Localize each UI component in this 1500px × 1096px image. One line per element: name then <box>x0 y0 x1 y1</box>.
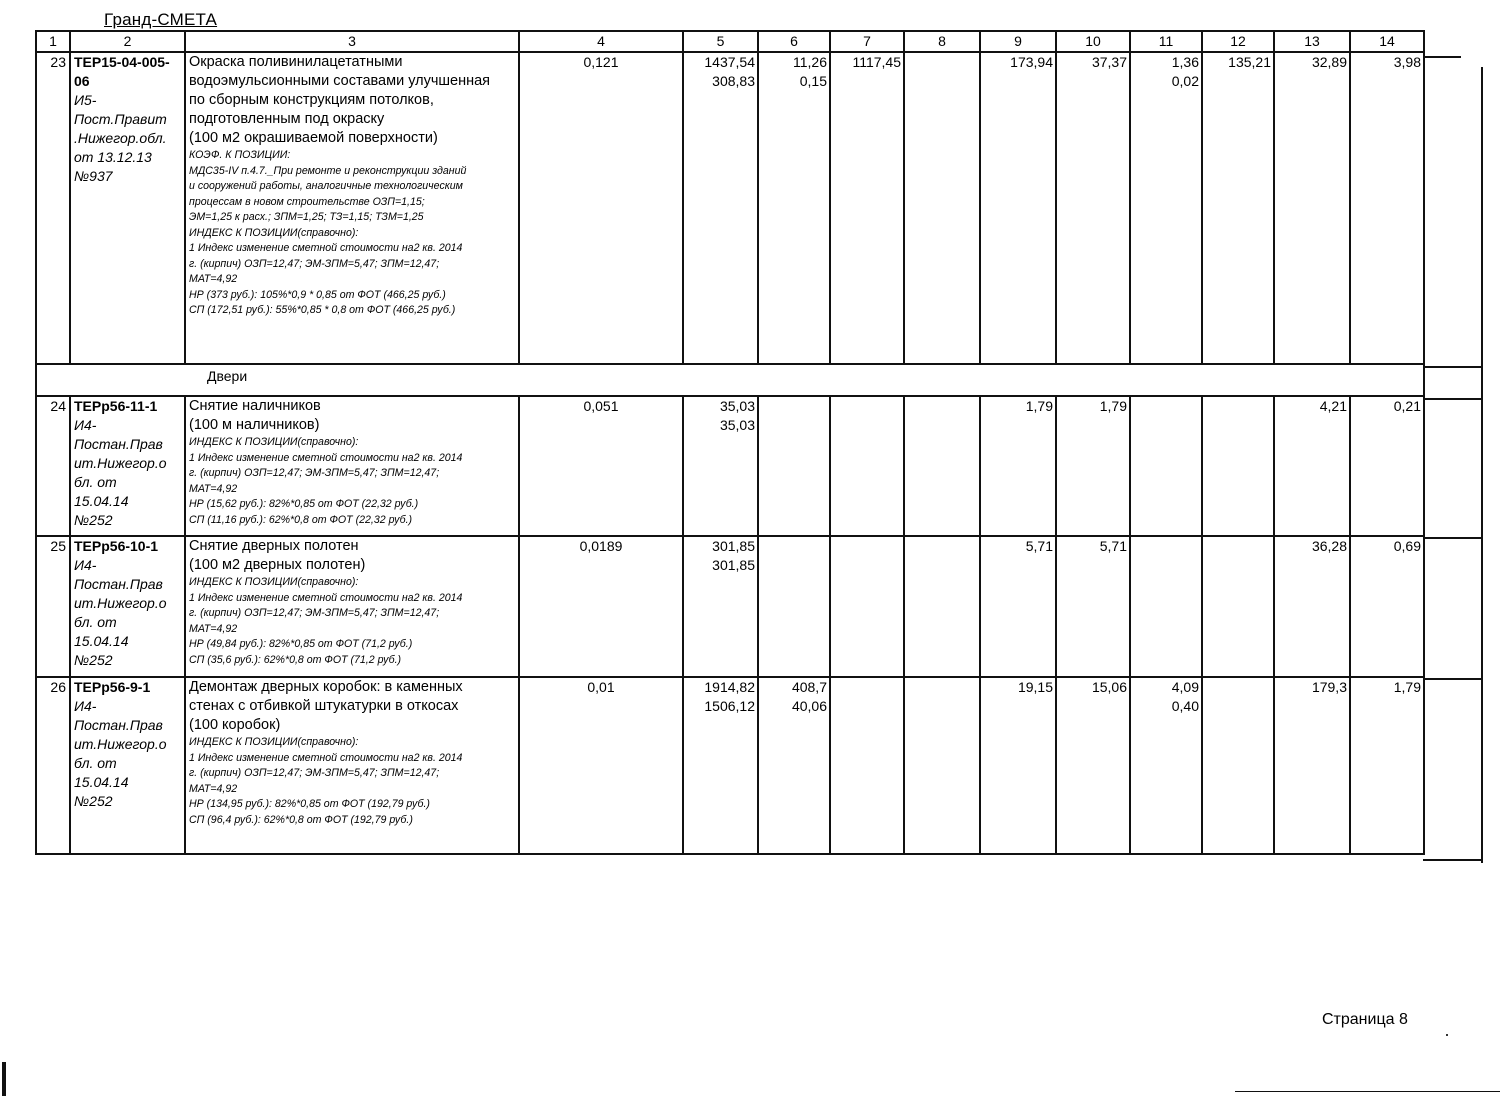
note-line: ИНДЕКС К ПОЗИЦИИ(справочно): <box>189 736 359 748</box>
c10-cell: 1,79 <box>1056 396 1130 536</box>
column-header: 4 <box>519 31 683 52</box>
source-line: 15.04.14 <box>74 493 129 509</box>
source-line: от 13.12.13 <box>74 149 152 165</box>
c5-cell <box>683 677 758 854</box>
c6-value: 40,06 <box>791 698 827 714</box>
note-line: 1 Индекс изменение сметной стоимости на2 кв. 2014 <box>189 451 463 464</box>
c11-cell <box>1130 536 1202 677</box>
description-cell <box>185 396 519 536</box>
section-row <box>36 364 1424 396</box>
source-line: бл. от <box>74 614 117 630</box>
c11-value: 1,36 <box>1171 54 1199 70</box>
source-line: Постан.Прав <box>74 436 163 452</box>
c14-cell: 1,79 <box>1350 677 1424 854</box>
note-line: ЭМ=1,25 к расх.; ЗПМ=1,25; ТЗ=1,15; ТЗМ=1,25 <box>189 211 424 223</box>
column-header: 3 <box>185 31 519 52</box>
row-number: 26 <box>36 677 70 854</box>
column-header: 11 <box>1130 31 1202 52</box>
column-number-header <box>36 31 1424 52</box>
estimate-table <box>35 30 1425 855</box>
note-line: и сооружений работы, аналогичные технологическим <box>189 180 463 192</box>
row-number: 23 <box>36 52 70 364</box>
source-line: №252 <box>74 793 113 809</box>
c11-value: 0,40 <box>1171 698 1199 714</box>
table-edge-line <box>1423 398 1483 400</box>
c9-cell: 5,71 <box>980 536 1056 677</box>
column-header: 2 <box>70 31 185 52</box>
note-line: 1 Индекс изменение сметной стоимости на2 кв. 2014 <box>189 242 463 254</box>
table-row <box>36 52 1424 364</box>
description-line: стенах с отбивкой штукатурки в откосах <box>189 698 459 714</box>
note-line: НР (134,95 руб.): 82%*0,85 от ФОТ (192,79 руб.) <box>189 798 430 810</box>
description-line: (100 м наличников) <box>189 417 320 433</box>
c5-value: 1914,82 <box>704 679 755 695</box>
c14-cell: 0,69 <box>1350 536 1424 677</box>
c5-value: 308,83 <box>712 73 755 89</box>
c6-cell <box>758 536 830 677</box>
description-line: по сборным конструкциям потолков, <box>189 92 434 108</box>
note-line: г. (кирпич) ОЗП=12,47; ЭМ-ЗПМ=5,47; ЗПМ=12,47; <box>189 467 440 479</box>
note-line: г. (кирпич) ОЗП=12,47; ЭМ-ЗПМ=5,47; ЗПМ=12,47; <box>189 257 440 270</box>
source-line: И5- <box>74 92 97 108</box>
table-edge-line <box>1423 678 1483 680</box>
note-line: НР (373 руб.): 105%*0,9 * 0,85 от ФОТ (466,25 руб.) <box>189 288 446 301</box>
note-line: ИНДЕКС К ПОЗИЦИИ(справочно): <box>189 226 359 239</box>
source-line: ит.Нижегор.о <box>74 455 167 471</box>
source-line: бл. от <box>74 755 117 771</box>
section-cell <box>36 364 1424 396</box>
column-header: 1 <box>36 31 70 52</box>
page-number: Страница 8 <box>1322 1011 1408 1028</box>
c10-cell: 15,06 <box>1056 677 1130 854</box>
c9-cell: 1,79 <box>980 396 1056 536</box>
c6-cell <box>758 52 830 364</box>
code-line: ТЕР15-04-005- <box>74 54 170 70</box>
scan-edge-line <box>1235 1091 1500 1092</box>
c8-cell <box>904 536 980 677</box>
description-line: подготовленным под окраску <box>189 111 385 127</box>
code-cell <box>70 396 185 536</box>
description-line: Снятие наличников <box>189 398 321 414</box>
description-cell <box>185 677 519 854</box>
c7-cell <box>830 396 904 536</box>
description-line: Снятие дверных полотен <box>189 538 359 554</box>
c11-cell <box>1130 677 1202 854</box>
source-line: Постан.Прав <box>74 576 163 592</box>
c14-cell: 3,98 <box>1350 52 1424 364</box>
note-line: ИНДЕКС К ПОЗИЦИИ(справочно): <box>189 436 359 448</box>
code-line: ТЕРр56-11-1 <box>74 398 158 414</box>
description-line: Демонтаж дверных коробок: в каменных <box>189 679 463 695</box>
note-line: МАТ=4,92 <box>189 782 238 795</box>
quantity-cell: 0,0189 <box>519 536 683 677</box>
note-line: г. (кирпич) ОЗП=12,47; ЭМ-ЗПМ=5,47; ЗПМ=12,47; <box>189 767 440 779</box>
c12-cell <box>1202 536 1274 677</box>
c13-cell: 179,3 <box>1274 677 1350 854</box>
column-header: 9 <box>980 31 1056 52</box>
note-line: 1 Индекс изменение сметной стоимости на2 кв. 2014 <box>189 751 463 764</box>
description-line: (100 м2 дверных полотен) <box>189 557 366 573</box>
c5-value: 35,03 <box>719 417 755 433</box>
column-header: 6 <box>758 31 830 52</box>
c5-cell <box>683 536 758 677</box>
note-line: НР (49,84 руб.): 82%*0,85 от ФОТ (71,2 руб.) <box>189 638 413 650</box>
source-line: ит.Нижегор.о <box>74 595 167 611</box>
c12-cell <box>1202 677 1274 854</box>
source-line: И4- <box>74 698 97 714</box>
c6-value: 11,26 <box>793 54 827 70</box>
c5-value: 1437,54 <box>704 54 755 70</box>
c11-value: 0,02 <box>1171 73 1199 89</box>
c6-value: 408,7 <box>791 679 827 695</box>
c9-cell: 173,94 <box>980 52 1056 364</box>
c13-cell: 4,21 <box>1274 396 1350 536</box>
c8-cell <box>904 677 980 854</box>
source-line: Постан.Прав <box>74 717 163 733</box>
code-line: ТЕРр56-9-1 <box>74 679 151 695</box>
source-line: №252 <box>74 512 113 528</box>
c10-cell: 5,71 <box>1056 536 1130 677</box>
c12-cell <box>1202 396 1274 536</box>
description-cell <box>185 536 519 677</box>
quantity-cell: 0,01 <box>519 677 683 854</box>
row-number: 25 <box>36 536 70 677</box>
description-line: водоэмульсионными составами улучшенная <box>189 73 491 89</box>
table-edge-line <box>1423 366 1483 368</box>
note-line: МДС35-IV п.4.7._При ремонте и реконструкции зданий <box>189 164 467 177</box>
c7-cell <box>830 536 904 677</box>
row-number: 24 <box>36 396 70 536</box>
source-line: №937 <box>74 168 113 184</box>
note-line: СП (11,16 руб.): 62%*0,8 от ФОТ (22,32 руб.) <box>189 513 413 526</box>
c6-cell <box>758 677 830 854</box>
description-line: (100 м2 окрашиваемой поверхности) <box>189 130 438 146</box>
note-line: процессам в новом строительстве ОЗП=1,15; <box>189 195 425 208</box>
source-line: ит.Нижегор.о <box>74 736 167 752</box>
description-cell <box>185 52 519 364</box>
note-line: НР (15,62 руб.): 82%*0,85 от ФОТ (22,32 руб.) <box>189 498 419 510</box>
note-line: МАТ=4,92 <box>189 482 238 495</box>
quantity-cell: 0,051 <box>519 396 683 536</box>
code-cell <box>70 536 185 677</box>
table-row <box>36 396 1424 536</box>
c11-value: 4,09 <box>1171 679 1199 695</box>
source-line: 15.04.14 <box>74 633 129 649</box>
table-edge-line <box>1423 56 1461 58</box>
description-line: (100 коробок) <box>189 717 281 733</box>
quantity-cell: 0,121 <box>519 52 683 364</box>
source-line: бл. от <box>74 474 117 490</box>
note-line: ИНДЕКС К ПОЗИЦИИ(справочно): <box>189 576 359 588</box>
note-line: МАТ=4,92 <box>189 622 238 635</box>
table-edge-line <box>1423 859 1483 861</box>
note-line: СП (172,51 руб.): 55%*0,85 * 0,8 от ФОТ (466,25 руб.) <box>189 304 456 316</box>
c9-cell: 19,15 <box>980 677 1056 854</box>
c10-cell: 37,37 <box>1056 52 1130 364</box>
c7-cell <box>830 677 904 854</box>
c5-value: 1506,12 <box>704 698 755 714</box>
c6-value: 0,15 <box>799 73 827 89</box>
c5-cell <box>683 396 758 536</box>
table-row <box>36 536 1424 677</box>
note-line: г. (кирпич) ОЗП=12,47; ЭМ-ЗПМ=5,47; ЗПМ=12,47; <box>189 607 440 619</box>
c6-cell <box>758 396 830 536</box>
source-line: .Нижегор.обл. <box>74 130 167 146</box>
c14-cell: 0,21 <box>1350 396 1424 536</box>
table-row <box>36 677 1424 854</box>
c11-cell <box>1130 396 1202 536</box>
app-title: Гранд-СМЕТА <box>104 10 218 29</box>
source-line: И4- <box>74 417 97 433</box>
table-edge-line <box>1423 537 1483 539</box>
c8-cell <box>904 396 980 536</box>
c8-cell <box>904 52 980 364</box>
column-header: 10 <box>1056 31 1130 52</box>
c13-cell: 36,28 <box>1274 536 1350 677</box>
c5-cell <box>683 52 758 364</box>
table-edge-line <box>1481 67 1483 863</box>
column-header: 7 <box>830 31 904 52</box>
note-line: СП (96,4 руб.): 62%*0,8 от ФОТ (192,79 руб.) <box>189 813 413 826</box>
c5-value: 301,85 <box>712 538 755 554</box>
note-line: 1 Индекс изменение сметной стоимости на2 кв. 2014 <box>189 591 463 604</box>
note-line: КОЭФ. К ПОЗИЦИИ: <box>189 149 291 161</box>
code-cell <box>70 52 185 364</box>
c5-value: 35,03 <box>719 398 755 414</box>
source-line: №252 <box>74 652 113 668</box>
source-line: И4- <box>74 557 97 573</box>
scan-speck <box>1446 1034 1448 1036</box>
c13-cell: 32,89 <box>1274 52 1350 364</box>
code-line: ТЕРр56-10-1 <box>74 538 159 554</box>
c7-cell: 1117,45 <box>830 52 904 364</box>
column-header: 13 <box>1274 31 1350 52</box>
column-header: 5 <box>683 31 758 52</box>
c5-value: 301,85 <box>712 557 755 573</box>
source-line: Пост.Правит <box>74 111 167 127</box>
section-label: Двери <box>207 368 248 384</box>
c11-cell <box>1130 52 1202 364</box>
c12-cell: 135,21 <box>1202 52 1274 364</box>
column-header: 14 <box>1350 31 1424 52</box>
note-line: МАТ=4,92 <box>189 273 238 285</box>
description-line: Окраска поливинилацетатными <box>189 54 403 70</box>
note-line: СП (35,6 руб.): 62%*0,8 от ФОТ (71,2 руб.) <box>189 653 402 666</box>
code-cell <box>70 677 185 854</box>
scan-edge-mark <box>2 1062 6 1096</box>
code-line: 06 <box>74 73 90 89</box>
column-header: 8 <box>904 31 980 52</box>
source-line: 15.04.14 <box>74 774 129 790</box>
column-header: 12 <box>1202 31 1274 52</box>
